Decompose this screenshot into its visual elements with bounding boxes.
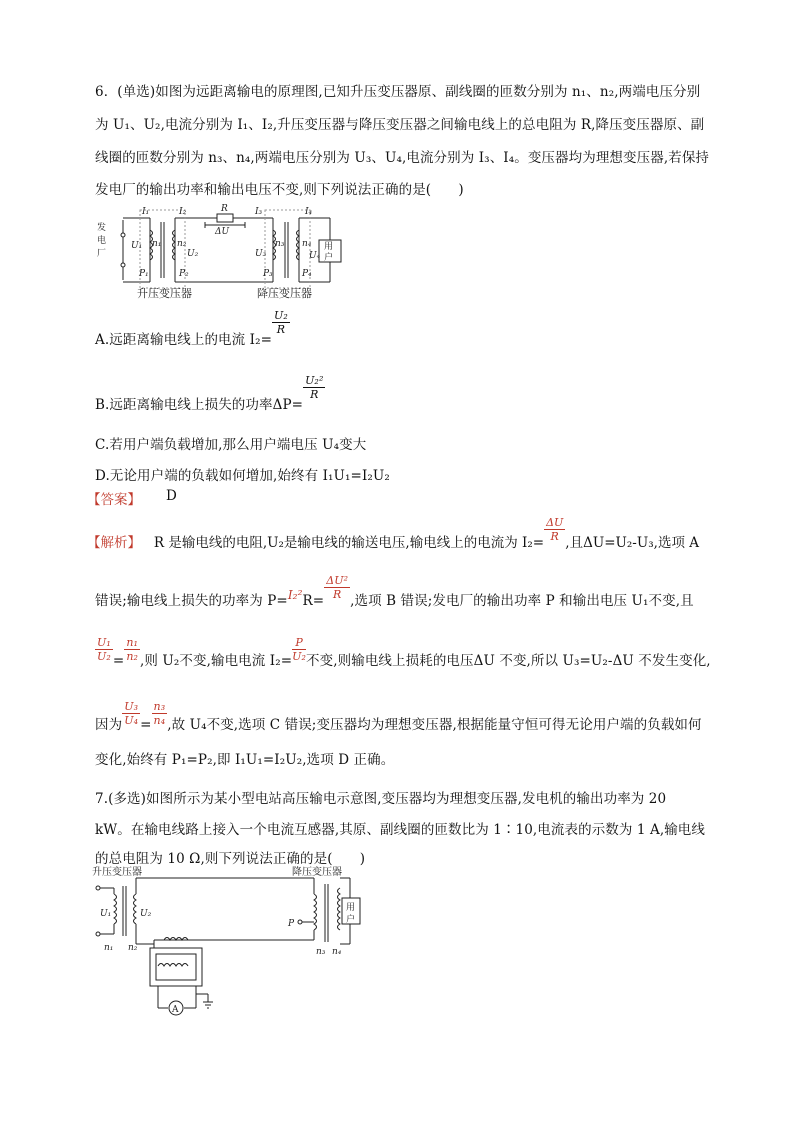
q6-answer-tag: 【答案】 [87,492,141,508]
svg-text:I₃: I₃ [255,207,263,217]
svg-text:U₁: U₁ [100,909,112,919]
q6-analysis-line-2: 错误;输电线上损失的功率为 P=I₂²R= $\frac{\text{ΔU²}}{R}$ ,选项 B 错误;发电厂的输出功率 P 和输出电压 U₁不变,且 [95,574,694,609]
svg-text:I₂: I₂ [179,207,187,217]
q6-source-label-1: 发 [97,223,107,233]
svg-text:n₄: n₄ [302,239,312,249]
q6-stem-line-2: 为 U₁、U₂,电流分别为 I₁、I₂,升压变压器与降压变压器之间输电线上的总电阻为 R,降压变压器原、副 [95,117,705,133]
svg-text:n₄: n₄ [332,947,342,957]
svg-text:P₄: P₄ [302,269,312,279]
svg-text:U₂: U₂ [140,909,152,919]
q6-analysis-line-5: 变化,始终有 P₁=P₂,即 I₁U₁=I₂U₂,选项 D 正确。 [95,752,395,768]
q6-user-label-2: 户 [324,253,334,263]
svg-text:n₂: n₂ [128,943,138,953]
q7-user-label-1: 用 [346,903,356,913]
q6-circuit-diagram [95,200,355,300]
svg-text:n₁: n₁ [104,943,114,953]
q7-stem-line-1: 7.(多选)如图所示为某小型电站高压输电示意图,变压器均为理想变压器,发电机的输出功率为 20 [95,791,667,807]
q7-stem-line-2: kW。在输电线路上接入一个电流互感器,其原、副线圈的匝数比为 1∶10,电流表的示数为 1 A,输电线 [95,822,706,838]
q6-answer: D [166,488,177,504]
svg-text:I₁: I₁ [142,207,150,217]
svg-text:n₁: n₁ [152,239,162,249]
svg-text:U₄: U₄ [309,251,321,261]
q6-source-label-2: 电 [97,236,107,246]
q6-option-a: A.远距离输电线上的电流 I₂= $\frac{\text{U₂}}{R}$ [95,309,288,348]
svg-text:P₂: P₂ [179,269,189,279]
svg-text:R: R [221,204,228,214]
svg-text:U₃: U₃ [255,249,267,259]
q7-step-down-label: 降压变压器 [292,867,342,878]
q6-step-up-label: 升压变压器 [137,287,192,300]
q6-stem-line-1: 6．(单选)如图为远距离输电的原理图,已知升压变压器原、副线圈的匝数分别为 n₁、n₂,两端电压分别 [95,84,701,100]
q7-user-label-2: 户 [346,915,356,925]
q7-circuit-diagram [92,866,362,1026]
svg-text:P₃: P₃ [263,269,273,279]
svg-text:U₁: U₁ [131,241,143,251]
svg-text:n₃: n₃ [316,947,326,957]
q6-option-d: D.无论用户端的负载如何增加,始终有 I₁U₁=I₂U₂ [95,468,390,484]
q6-option-b: B.远距离输电线上损失的功率ΔP= $\frac{\text{U₂²}}{R}$ [95,374,324,413]
q6-stem-line-4: 发电厂的输出功率和输出电压不变,则下列说法正确的是( ) [95,182,464,198]
svg-text:P₁: P₁ [139,269,149,279]
svg-text:n₂: n₂ [177,239,187,249]
ammeter-icon: A [172,1005,179,1015]
svg-text:I₄: I₄ [305,207,313,217]
svg-text:P: P [288,919,295,929]
q6-stem-line-3: 线圈的匝数分别为 n₃、n₄,两端电压分别为 U₃、U₄,电流分别为 I₃、I₄。变压器均为理想变压器,若保持 [95,150,710,166]
q6-step-down-label: 降压变压器 [257,287,312,300]
q6-analysis-line-1: 【解析】 R 是输电线的电阻,U₂是输电线的输送电压,输电线上的电流为 I₂= $\frac{\Delta U}{R}$ ,且ΔU=U₂-U₃,选项 A [87,516,699,551]
svg-text:ΔU: ΔU [215,227,230,237]
svg-text:n₃: n₃ [275,239,285,249]
q6-option-c: C.若用户端负载增加,那么用户端电压 U₄变大 [95,437,367,453]
q6-analysis-line-3: $\frac{\text{U₁}}{\text{U₂}}$ = $\frac{\text{n₁}}{\text{n₂}}$ ,则 U₂不变,输电电流 I₂= $\frac{P}{\text{U₂}}$ 不变,则输电线上损耗的电压ΔU 不变,所以 U₃=U₂-ΔU 不发生变化, [97,636,711,669]
q7-step-up-label: 升压变压器 [92,867,142,878]
svg-text:U₂: U₂ [187,249,199,259]
q6-source-label-3: 厂 [97,249,107,259]
q6-user-label-1: 用 [324,242,334,252]
q6-analysis-line-4: 因为 $\frac{\text{U₃}}{\text{U₄}}$ = $\frac{\text{n₃}}{\text{n₄}}$ ,故 U₄不变,选项 C 错误;变压器均为理想变压器,根据能量守恒可得无论用户端的负载如何 [95,700,702,733]
q7-stem-line-3: 的总电阻为 10 Ω,则下列说法正确的是( ) [95,851,366,867]
